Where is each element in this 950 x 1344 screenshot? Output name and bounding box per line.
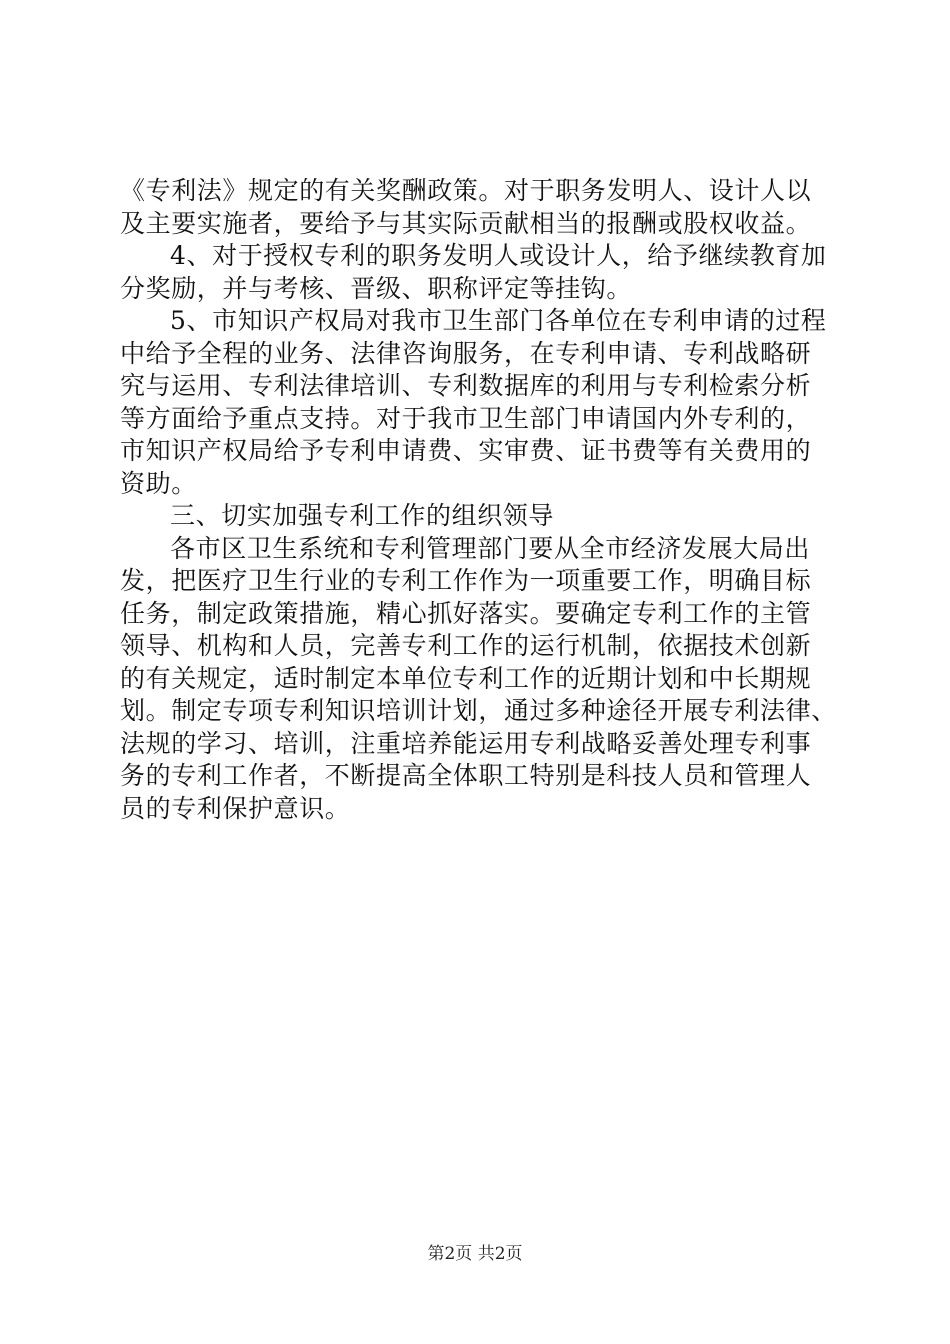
- text-line: 务的专利工作者，不断提高全体职工特别是科技人员和管理人: [120, 761, 812, 790]
- text-line: 等方面给予重点支持。对于我市卫生部门申请国内外专利的，: [120, 403, 812, 433]
- text-line: 4、对于授权专利的职务发明人或设计人，给予继续教育加: [170, 241, 827, 270]
- page-number: 第2页 共2页: [427, 1244, 523, 1264]
- text-line: 的有关规定，适时制定本单位专利工作的近期计划和中长期规: [120, 663, 812, 693]
- text-line: 任务，制定政策措施，精心抓好落实。要确定专利工作的主管: [120, 598, 812, 628]
- text-line: 5、市知识产权局对我市卫生部门各单位在专利申请的过程: [170, 306, 827, 335]
- text-line: 《专利法》规定的有关奖酬政策。对于职务发明人、设计人以: [120, 176, 812, 205]
- text-line: 中给予全程的业务、法律咨询服务，在专利申请、专利战略研: [120, 338, 812, 368]
- page-footer: [0, 1242, 950, 1266]
- text-line: 究与运用、专利法律培训、专利数据库的利用与专利检索分析: [120, 371, 812, 400]
- text-line: 划。制定专项专利知识培训计划，通过多种途径开展专利法律、: [120, 696, 837, 725]
- text-line: 法规的学习、培训，注重培养能运用专利战略妥善处理专利事: [120, 728, 812, 758]
- text-line: 员的专利保护意识。: [120, 793, 351, 823]
- section-heading: 三、切实加强专利工作的组织领导: [170, 501, 555, 530]
- text-line: 市知识产权局给予专利申请费、实审费、证书费等有关费用的: [120, 436, 812, 465]
- text-line: 分奖励，并与考核、晋级、职称评定等挂钩。: [120, 273, 633, 303]
- text-line: 及主要实施者，要给予与其实际贡献相当的报酬或股权收益。: [120, 208, 812, 238]
- text-line: 发，把医疗卫生行业的专利工作作为一项重要工作，明确目标: [120, 566, 812, 595]
- text-line: 各市区卫生系统和专利管理部门要从全市经济发展大局出: [170, 533, 811, 563]
- document-body: [120, 175, 840, 825]
- text-line: 资助。: [120, 468, 197, 498]
- text-line: 领导、机构和人员，完善专利工作的运行机制，依据技术创新: [120, 631, 812, 660]
